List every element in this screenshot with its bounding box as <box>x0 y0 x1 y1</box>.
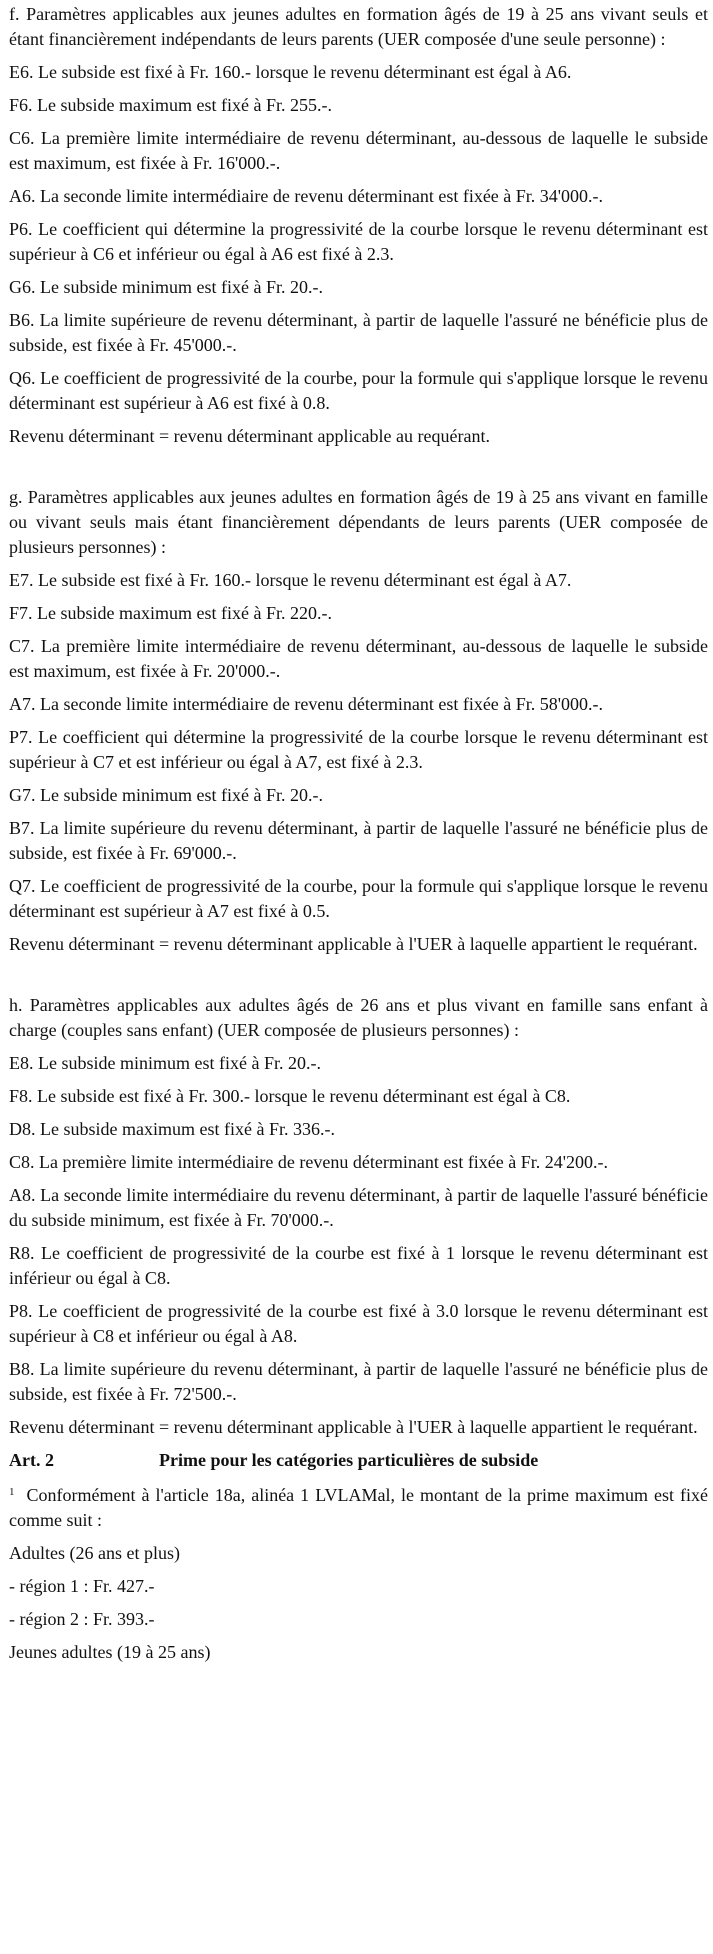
category-adults: Adultes (26 ans et plus) <box>9 1543 180 1563</box>
param-a6: A6. La seconde limite intermédiaire de revenu déterminant est fixée à Fr. 34'000.-. <box>9 186 604 206</box>
section-g-intro: g. Paramètres applicables aux jeunes adultes en formation âgés de 19 à 25 ans vivant en famille ou vivant seuls mais étant financièrement dépendants de leurs parents (UER composée de plusieurs personnes) : <box>9 487 708 557</box>
param-p6: P6. Le coefficient qui détermine la progressivité de la courbe lorsque le revenu déterminant est supérieur à C6 et inférieur ou égal à A6 est fixé à 2.3. <box>9 219 708 264</box>
param-c7: C7. La première limite intermédiaire de revenu déterminant, au-dessous de laquelle le subside est maximum, est fixée à Fr. 20'000.-. <box>9 636 708 681</box>
param-a8: A8. La seconde limite intermédiaire du revenu déterminant, à partir de laquelle l'assuré bénéficie du subside minimum, est fixée à Fr. 70'000.-. <box>9 1185 708 1230</box>
section-g-revenu-note: Revenu déterminant = revenu déterminant applicable à l'UER à laquelle appartient le requérant. <box>9 934 698 954</box>
category-young-adults: Jeunes adultes (19 à 25 ans) <box>9 1642 211 1662</box>
param-f8: F8. Le subside est fixé à Fr. 300.- lorsque le revenu déterminant est égal à C8. <box>9 1086 571 1106</box>
article-2 <box>9 1448 708 1665</box>
article-paragraph-text: Conformément à l'article 18a, alinéa 1 LVLAMal, le montant de la prime maximum est fixé comme suit : <box>9 1485 708 1530</box>
adults-region-1: - région 1 : Fr. 427.- <box>9 1576 155 1596</box>
param-r8: R8. Le coefficient de progressivité de la courbe est fixé à 1 lorsque le revenu déterminant est inférieur ou égal à C8. <box>9 1243 708 1288</box>
section-h-revenu-note: Revenu déterminant = revenu déterminant applicable à l'UER à laquelle appartient le requérant. <box>9 1417 698 1437</box>
param-e7: E7. Le subside est fixé à Fr. 160.- lorsque le revenu déterminant est égal à A7. <box>9 570 572 590</box>
footnote-marker: 1 <box>9 1486 15 1498</box>
param-g7: G7. Le subside minimum est fixé à Fr. 20.-. <box>9 785 323 805</box>
section-f-revenu-note: Revenu déterminant = revenu déterminant applicable au requérant. <box>9 426 490 446</box>
param-b6: B6. La limite supérieure de revenu déterminant, à partir de laquelle l'assuré ne bénéficie plus de subside, est fixée à Fr. 45'000.-. <box>9 310 708 355</box>
section-spacer <box>9 957 708 993</box>
param-c8: C8. La première limite intermédiaire de revenu déterminant est fixée à Fr. 24'200.-. <box>9 1152 609 1172</box>
param-d8: D8. Le subside maximum est fixé à Fr. 336.-. <box>9 1119 335 1139</box>
param-a7: A7. La seconde limite intermédiaire de revenu déterminant est fixée à Fr. 58'000.-. <box>9 694 604 714</box>
param-f6: F6. Le subside maximum est fixé à Fr. 255.-. <box>9 95 332 115</box>
article-heading <box>9 1448 708 1473</box>
article-paragraph-1 <box>9 1483 708 1533</box>
param-p7: P7. Le coefficient qui détermine la progressivité de la courbe lorsque le revenu déterminant est supérieur à C7 et est inférieur ou égal à A7, est fixé à 2.3. <box>9 727 708 772</box>
section-g <box>9 485 708 957</box>
section-spacer <box>9 449 708 485</box>
param-g6: G6. Le subside minimum est fixé à Fr. 20.-. <box>9 277 323 297</box>
param-e8: E8. Le subside minimum est fixé à Fr. 20.-. <box>9 1053 321 1073</box>
param-c6: C6. La première limite intermédiaire de revenu déterminant, au-dessous de laquelle le subside est maximum, est fixée à Fr. 16'000.-. <box>9 128 708 173</box>
article-number: Art. 2 <box>9 1450 54 1470</box>
param-q6: Q6. Le coefficient de progressivité de la courbe, pour la formule qui s'applique lorsque le revenu déterminant est supérieur à A6 est fixé à 0.8. <box>9 368 708 413</box>
param-b7: B7. La limite supérieure du revenu déterminant, à partir de laquelle l'assuré ne bénéficie plus de subside, est fixée à Fr. 69'000.-. <box>9 818 708 863</box>
section-f-intro: f. Paramètres applicables aux jeunes adultes en formation âgés de 19 à 25 ans vivant seuls et étant financièrement indépendants de leurs parents (UER composée d'une seule personne) : <box>9 4 708 49</box>
param-q7: Q7. Le coefficient de progressivité de la courbe, pour la formule qui s'applique lorsque le revenu déterminant est supérieur à A7 est fixé à 0.5. <box>9 876 708 921</box>
section-h <box>9 993 708 1440</box>
param-e6: E6. Le subside est fixé à Fr. 160.- lorsque le revenu déterminant est égal à A6. <box>9 62 572 82</box>
adults-region-2: - région 2 : Fr. 393.- <box>9 1609 155 1629</box>
param-f7: F7. Le subside maximum est fixé à Fr. 220.-. <box>9 603 332 623</box>
param-b8: B8. La limite supérieure du revenu déterminant, à partir de laquelle l'assuré ne bénéficie plus de subside, est fixée à Fr. 72'500.-. <box>9 1359 708 1404</box>
article-title: Prime pour les catégories particulières de subside <box>159 1450 539 1470</box>
section-h-intro: h. Paramètres applicables aux adultes âgés de 26 ans et plus vivant en famille sans enfant à charge (couples sans enfant) (UER composée de plusieurs personnes) : <box>9 995 708 1040</box>
param-p8: P8. Le coefficient de progressivité de la courbe est fixé à 3.0 lorsque le revenu déterminant est supérieur à C8 et inférieur ou égal à A8. <box>9 1301 708 1346</box>
section-f <box>9 2 708 449</box>
